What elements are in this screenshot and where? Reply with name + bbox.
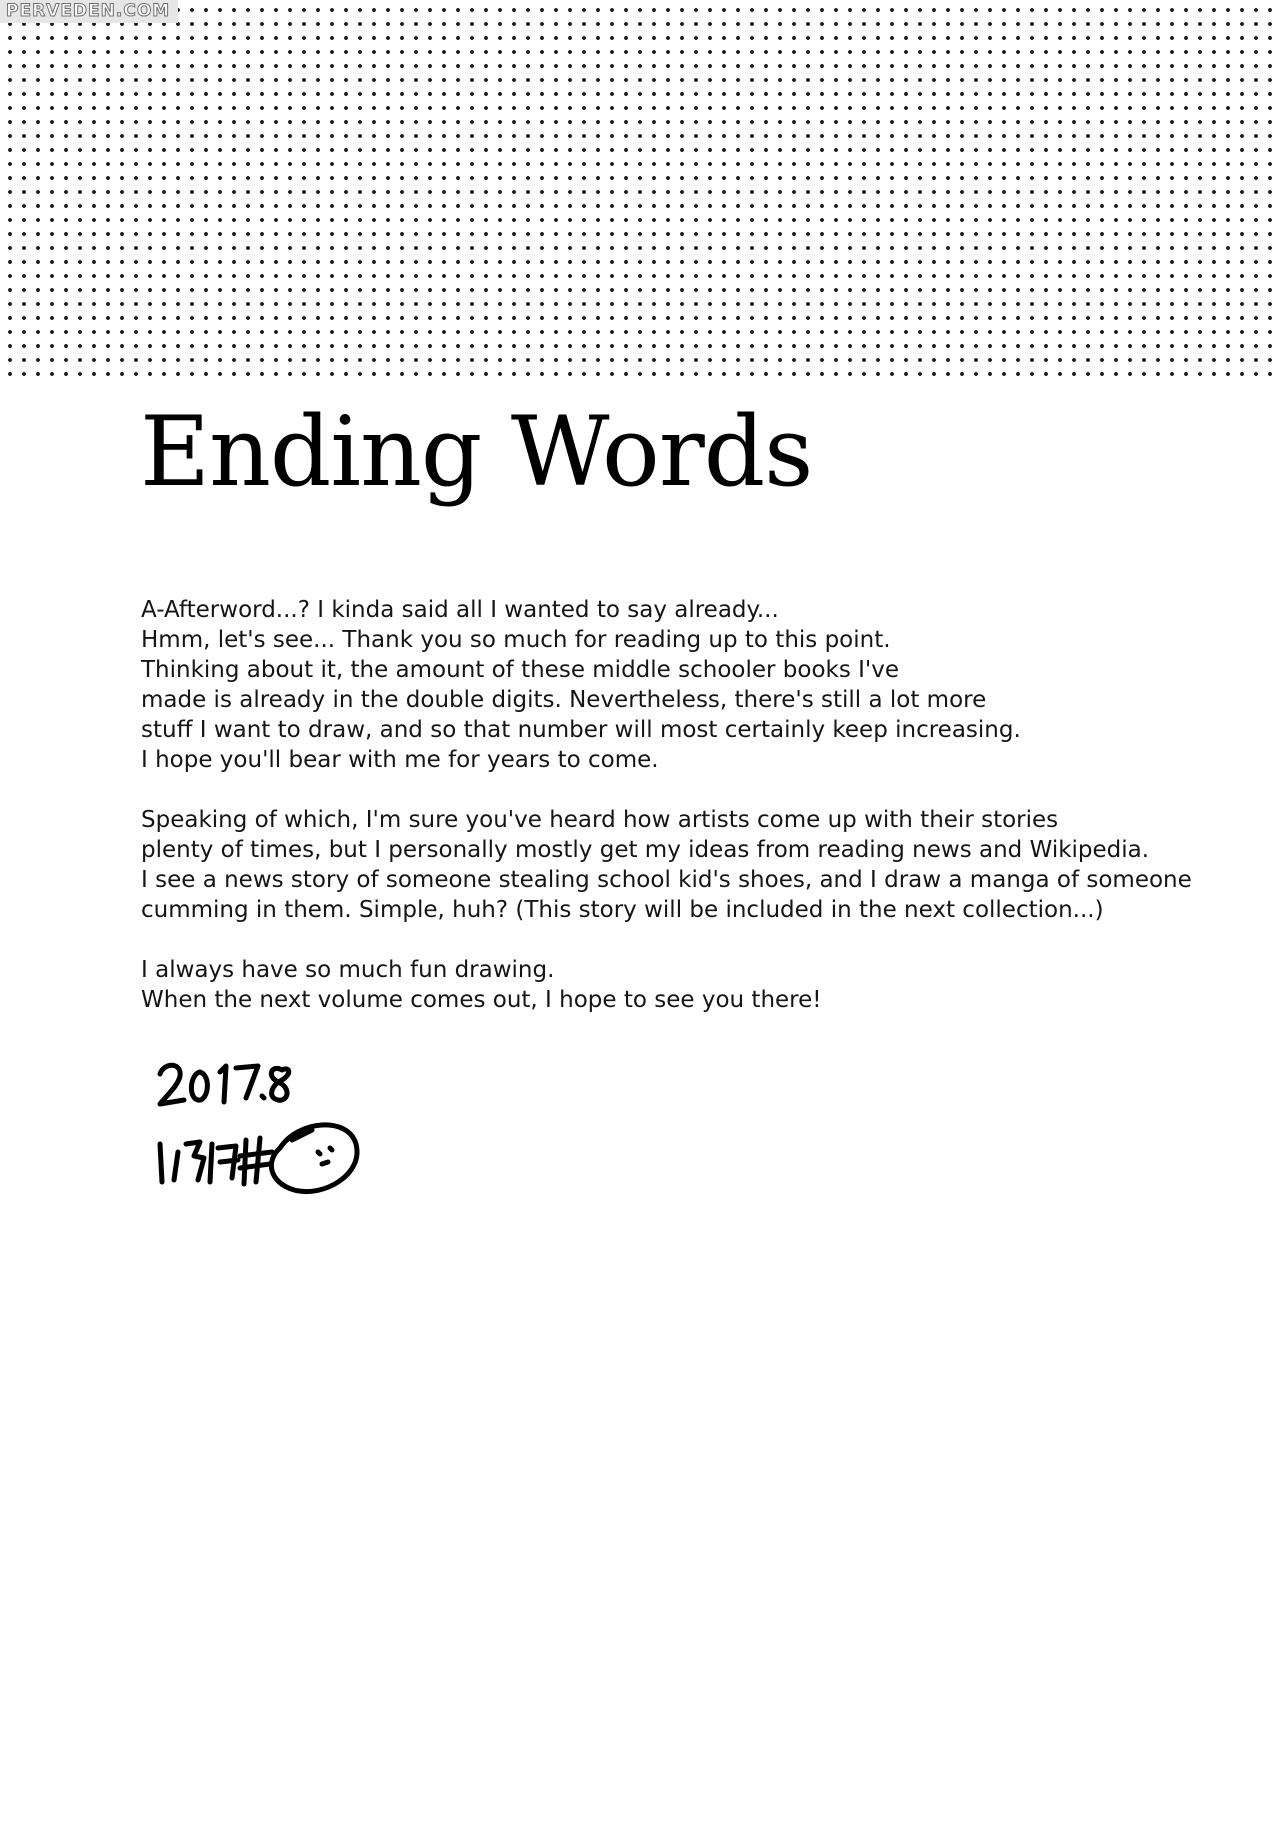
handwritten-signature (148, 1052, 378, 1212)
afterword-body (141, 595, 1192, 1045)
text-line: made is already in the double digits. Nevertheless, there's still a lot more (141, 687, 987, 713)
text-line: cumming in them. Simple, huh? (This story will be included in the next collection...) (141, 897, 1104, 923)
page-title: Ending Words (140, 396, 813, 508)
paragraph-1 (141, 595, 1181, 775)
text-line: Hmm, let's see... Thank you so much for reading up to this point. (141, 627, 891, 653)
signature-drawing (148, 1052, 378, 1212)
text-line: stuff I want to draw, and so that number will most certainly keep increasing. (141, 717, 1021, 743)
watermark: PERVEDEN.COM (0, 0, 178, 23)
text-line: I see a news story of someone stealing school kid's shoes, and I draw a manga of someone (141, 867, 1192, 893)
paragraph-3 (141, 955, 1181, 1015)
text-line: I always have so much fun drawing. (141, 957, 555, 983)
paragraph-2 (141, 805, 1192, 925)
text-line: Speaking of which, I'm sure you've heard how artists come up with their stories (141, 807, 1059, 833)
text-line: A-Afterword...? I kinda said all I wanted to say already... (141, 597, 779, 623)
halftone-dot-pattern (0, 0, 1280, 376)
text-line: I hope you'll bear with me for years to come. (141, 747, 659, 773)
text-line: plenty of times, but I personally mostly get my ideas from reading news and Wikipedia. (141, 837, 1150, 863)
text-line: Thinking about it, the amount of these middle schooler books I've (141, 657, 900, 683)
text-line: When the next volume comes out, I hope to see you there! (141, 987, 822, 1013)
